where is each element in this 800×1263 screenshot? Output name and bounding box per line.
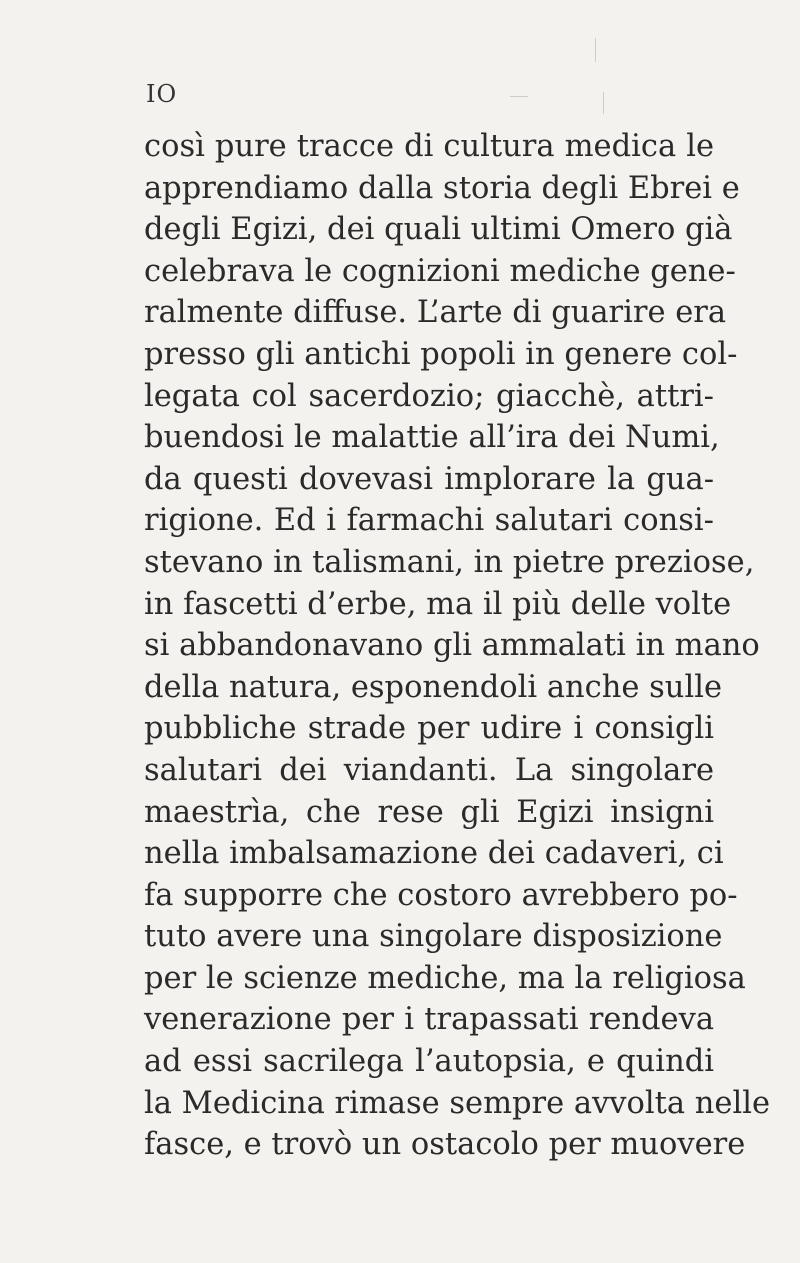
text-line: così pure tracce di cultura medica le: [144, 129, 714, 164]
text-line: buendosi le malattie all’ira dei Numi,: [144, 420, 720, 456]
text-line: salutari dei viandanti. La singolare: [144, 752, 714, 788]
text-line: presso gli antichi popoli in genere col-: [144, 336, 738, 372]
text-line: maestrìa, che rese gli Egizi insigni: [144, 794, 714, 830]
text-line: fa supporre che costoro avrebbero po-: [144, 877, 738, 913]
text-line: venerazione per i trapassati rendeva: [144, 1002, 714, 1038]
text-line: ralmente diffuse. L’arte di guarire era: [144, 295, 727, 331]
scan-mark: [603, 92, 604, 114]
text-line: della natura, esponendoli anche sulle: [144, 669, 723, 705]
text-line: da questi dovevasi implorare la gua-: [144, 461, 714, 497]
text-line: celebrava le cognizioni mediche gene-: [144, 253, 736, 289]
text-line: fasce, e trovò un ostacolo per muovere: [144, 1127, 746, 1163]
text-line: in fascetti d’erbe, ma il più delle volte: [144, 586, 732, 622]
text-line: si abbandonavano gli ammalati in mano: [144, 628, 760, 664]
text-line: ad essi sacrilega l’autopsia, e quindi: [144, 1044, 714, 1080]
text-line: rigione. Ed i farmachi salutari consi-: [144, 503, 714, 539]
text-line: apprendiamo dalla storia degli Ebrei e: [144, 170, 740, 206]
text-line: degli Egizi, dei quali ultimi Omero già: [144, 212, 733, 248]
body-text: [144, 126, 771, 1166]
text-line: per le scienze mediche, ma la religiosa: [144, 960, 746, 996]
scan-mark: [595, 38, 596, 62]
text-line: stevano in talismani, in pietre preziose,: [144, 544, 755, 580]
text-line: tuto avere una singolare disposizione: [144, 919, 723, 955]
text-line: legata col sacerdozio; giacchè, attri-: [144, 378, 714, 414]
text-line: la Medicina rimase sempre avvolta nelle: [144, 1085, 771, 1121]
page-number: IO: [146, 80, 178, 108]
text-line: nella imbalsamazione dei cadaveri, ci: [144, 836, 724, 872]
text-line: pubbliche strade per udire i consigli: [144, 711, 714, 747]
scan-mark: [510, 96, 528, 97]
